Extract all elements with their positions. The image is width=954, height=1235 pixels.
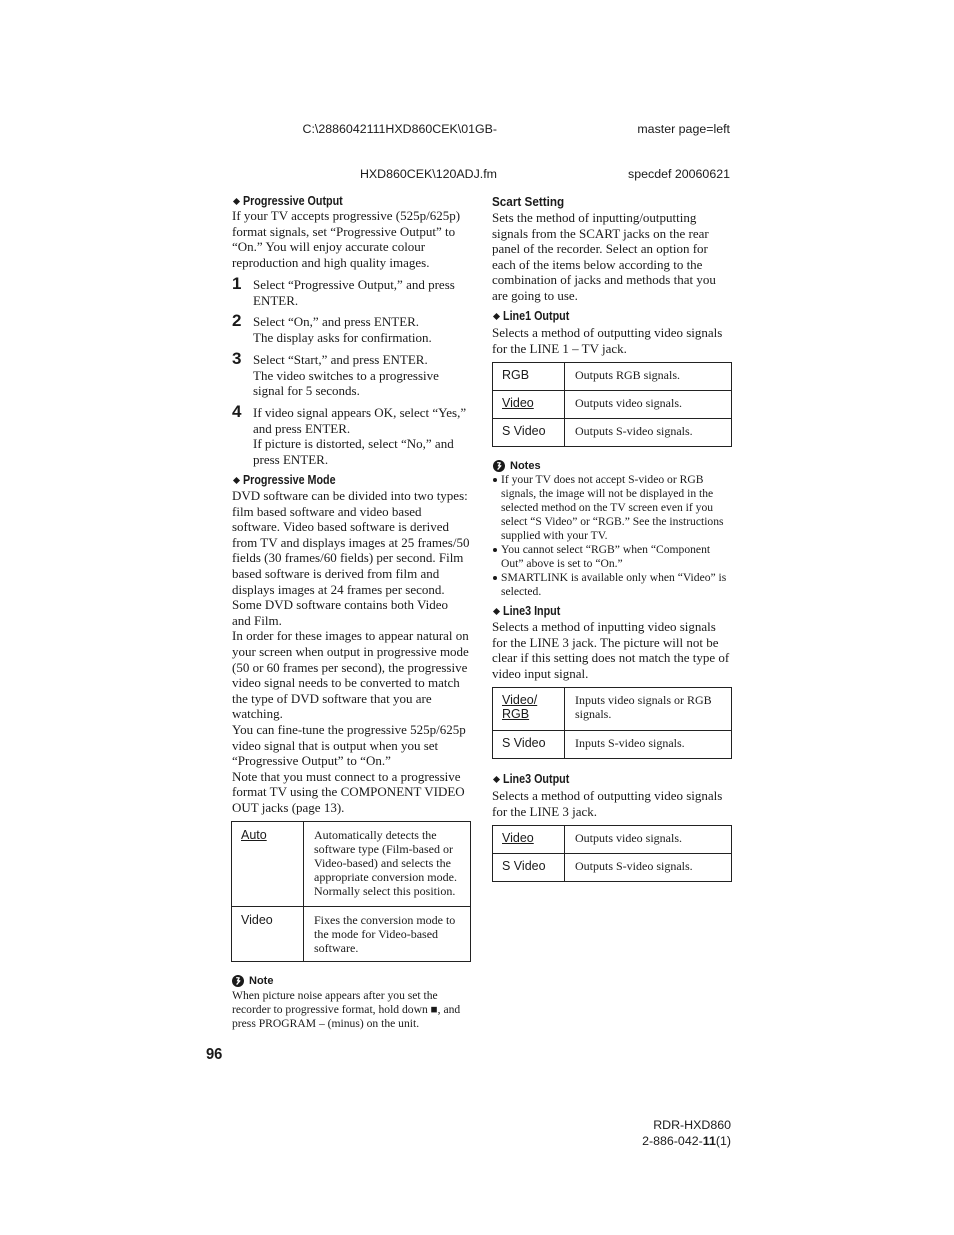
list-item (492, 571, 732, 599)
paragraph: You can fine-tune the progressive 525p/625p video signal that is output when you set “Progressive Output” to “On.” (232, 721, 466, 769)
note-item-text: If your TV does not accept S-video or RGB signals, the image will not be displayed in the selected method on the TV screen even if you select “S Video” or “RGB.” See the instructions supplied with your TV. (501, 473, 724, 542)
line3-input-table (492, 687, 732, 759)
line1-output-heading (492, 309, 732, 323)
step-number: 3 (232, 349, 242, 368)
step-number: 4 (232, 402, 242, 421)
diamond-bullet-icon (493, 775, 500, 782)
page-number (206, 1046, 224, 1064)
notes-title: Notes (510, 460, 541, 472)
progressive-mode-table (231, 821, 471, 962)
option-cell: Auto (232, 822, 304, 906)
step-subtext: The video switches to a progressive signal for 5 seconds. (253, 367, 439, 399)
file-path-line-1: C:\2886042111HXD860CEK\01GB- (302, 122, 497, 136)
table-row (232, 822, 470, 906)
line1-output-text: Selects a method of outputting video signals for the LINE 1 – TV jack. (492, 325, 723, 356)
table-row (493, 390, 731, 418)
note-item-text: SMARTLINK is available only when “Video” is selected. (501, 571, 727, 598)
table-row (493, 363, 731, 390)
option-cell: S Video (493, 854, 565, 881)
table-row (232, 906, 470, 961)
table-row (493, 826, 731, 853)
table-row (493, 730, 731, 758)
description-cell: Fixes the conversion mode to the mode for Video-based software. (314, 913, 456, 955)
step-3 (232, 349, 472, 399)
footer-code-prefix: 2-886-042- (642, 1134, 703, 1148)
table-row (493, 418, 731, 446)
description-cell: Automatically detects the software type (Film-based or Video-based) and selects the appropriate conversion mode. Normally select this position. (314, 828, 457, 898)
diamond-bullet-icon (493, 312, 500, 319)
option-cell: S Video (493, 419, 565, 446)
option-cell: Video/ RGB (493, 688, 565, 730)
scart-setting-heading (492, 193, 572, 211)
line3-output-table (492, 825, 732, 882)
footer (642, 1117, 731, 1149)
description-cell: Inputs S-video signals. (575, 736, 685, 750)
scart-setting-intro: Sets the method of inputting/outputting signals from the SCART jacks on the rear panel of the recorder. Select an option for each of the items below according to the combination of jacks and methods that you are going to use. (492, 210, 716, 303)
line3-input-heading (492, 604, 732, 618)
master-page-line-1: master page=left (637, 122, 730, 136)
table-row (493, 853, 731, 881)
progressive-mode-heading (232, 473, 470, 487)
step-subtext: The display asks for confirmation. (253, 329, 432, 345)
bullet-dot-icon (493, 478, 497, 482)
file-path-line-2: HXD860CEK\120ADJ.fm (359, 167, 497, 181)
progressive-output-heading-text: Progressive Output (243, 194, 343, 208)
footer-code-bold: 11 (702, 1134, 716, 1148)
list-item (492, 543, 732, 571)
bullet-dot-icon (493, 576, 497, 580)
step-text: Select “Progressive Output,” and press ENTER. (253, 277, 455, 308)
step-2 (232, 311, 472, 345)
progressive-mode-body (232, 488, 469, 815)
step-text: Select “Start,” and press ENTER. (253, 352, 428, 367)
line3-output-heading-text: Line3 Output (503, 772, 570, 786)
footer-code (642, 1133, 731, 1149)
bullet-dot-icon (493, 548, 497, 552)
note-icon (493, 460, 505, 472)
page-number-text: 96 (206, 1046, 223, 1063)
line3-input-heading-text: Line3 Input (503, 604, 561, 618)
option-cell: S Video (493, 731, 565, 758)
step-4 (232, 402, 472, 467)
description-cell: Outputs RGB signals. (575, 368, 681, 382)
diamond-bullet-icon (233, 476, 240, 483)
line1-output-heading-text: Line1 Output (503, 309, 570, 323)
note-text: When picture noise appears after you set the recorder to progressive format, hold down ■, and press PROGRAM – (minus) on the unit. (232, 989, 461, 1030)
progressive-mode-heading-text: Progressive Mode (243, 473, 336, 487)
footer-model: RDR-HXD860 (653, 1118, 731, 1132)
progressive-output-intro: If your TV accepts progressive (525p/625p) format signals, set “Progressive Output” to “On.” You will enjoy accurate colour reproduction and high quality images. (232, 208, 461, 270)
description-cell: Outputs S-video signals. (575, 424, 693, 438)
step-text: If video signal appears OK, select “Yes,” and press ENTER. (253, 405, 467, 436)
step-subtext: If picture is distorted, select “No,” and press ENTER. (253, 436, 454, 467)
line1-output-table (492, 362, 732, 447)
step-1 (232, 274, 472, 308)
line3-output-heading (492, 772, 732, 786)
line3-input-text: Selects a method of inputting video signals for the LINE 3 jack. The picture will not be clear if this setting does not match the type of video input signal. (492, 619, 730, 681)
paragraph: DVD software can be divided into two types: film based software and video based software. Video based software is derived from TV and displays images at 25 frames/50 fields (30 frames/60 fields) per second. Film based software is derived from film and displays images at 24 frames per second. Some DVD software contains both Video and Film. (232, 488, 470, 628)
step-number: 2 (232, 311, 242, 330)
note-title: Note (249, 975, 274, 987)
description-cell: Outputs video signals. (575, 831, 682, 845)
master-page-line-2: specdef 20060621 (628, 167, 730, 181)
table-row (493, 688, 731, 730)
diamond-bullet-icon (493, 607, 500, 614)
description-cell: Outputs video signals. (575, 396, 682, 410)
line3-output-text: Selects a method of outputting video signals for the LINE 3 jack. (492, 788, 723, 819)
footer-code-suffix: (1) (715, 1134, 731, 1148)
step-number: 1 (232, 274, 242, 293)
step-text: Select “On,” and press ENTER. (253, 314, 420, 329)
notes-list (492, 473, 732, 599)
option-cell: Video (493, 826, 565, 853)
option-cell: RGB (493, 363, 565, 390)
description-cell: Inputs video signals or RGB signals. (575, 693, 712, 721)
list-item (492, 473, 732, 543)
option-cell: Video (232, 907, 304, 961)
note-icon (232, 975, 244, 987)
scart-setting-heading-text: Scart Setting (492, 194, 565, 209)
master-page-header (628, 92, 730, 212)
progressive-output-heading (232, 194, 470, 208)
option-cell: Video (493, 391, 565, 418)
diamond-bullet-icon (233, 197, 240, 204)
note-item-text: You cannot select “RGB” when “Component Out” above is set to “On.” (501, 543, 711, 570)
paragraph: In order for these images to appear natural on your screen when output in progressive mode (50 or 60 frames per second), the progressive video signal needs to be converted to match the type of DVD software that you are watching. (232, 628, 469, 722)
paragraph: Note that you must connect to a progressive format TV using the COMPONENT VIDEO OUT jacks (page 13). (232, 768, 465, 815)
description-cell: Outputs S-video signals. (575, 859, 693, 873)
